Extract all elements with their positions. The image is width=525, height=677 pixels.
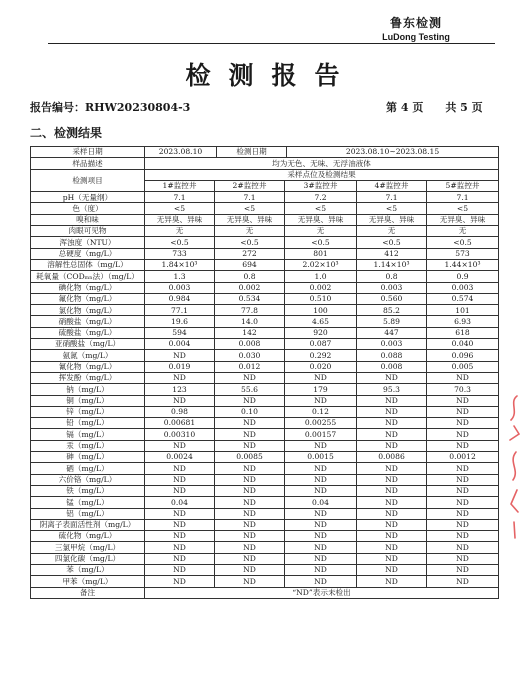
header-divider <box>48 43 495 44</box>
result-value: 0.003 <box>357 282 427 293</box>
result-value: 0.030 <box>215 350 285 361</box>
result-value: 19.6 <box>145 316 215 327</box>
result-row <box>31 327 499 338</box>
test-item-name: 甲苯（mg/L） <box>31 576 145 587</box>
result-value: 85.2 <box>357 305 427 316</box>
result-row <box>31 564 499 575</box>
result-row <box>31 361 499 372</box>
result-row <box>31 519 499 530</box>
result-value: 0.9 <box>427 271 499 282</box>
result-value: ND <box>357 395 427 406</box>
result-value: ND <box>427 508 499 519</box>
result-value: ND <box>427 395 499 406</box>
result-row <box>31 192 499 203</box>
result-value: ND <box>145 485 215 496</box>
result-value: 0.012 <box>215 361 285 372</box>
result-value: ND <box>145 519 215 530</box>
test-item-name: 耗氧量（CODₘₙ法）（mg/L） <box>31 271 145 282</box>
result-value: ND <box>215 542 285 553</box>
test-item-name: 阴离子表面活性剂（mg/L） <box>31 519 145 530</box>
result-value: ND <box>357 406 427 417</box>
result-value: 4.65 <box>285 316 357 327</box>
result-value: ND <box>285 463 357 474</box>
test-item-name: 四氯化碳（mg/L） <box>31 553 145 564</box>
result-value: ND <box>215 372 285 383</box>
result-row <box>31 440 499 451</box>
points-header: 采样点位及检测结果 <box>145 169 499 180</box>
result-value: ND <box>145 508 215 519</box>
result-value: 0.00681 <box>145 418 215 429</box>
result-value: ND <box>427 553 499 564</box>
result-value: ND <box>285 474 357 485</box>
result-value: 0.087 <box>285 339 357 350</box>
test-item-name: 钠（mg/L） <box>31 384 145 395</box>
result-value: ND <box>285 519 357 530</box>
result-value: ND <box>145 531 215 542</box>
result-row <box>31 384 499 395</box>
result-value: 0.003 <box>145 282 215 293</box>
result-value: 95.3 <box>357 384 427 395</box>
result-value: 1.14×10³ <box>357 259 427 270</box>
result-row <box>31 418 499 429</box>
result-value: ND <box>357 531 427 542</box>
result-value: ND <box>427 429 499 440</box>
test-item-name: 硫酸盐（mg/L） <box>31 327 145 338</box>
result-value: 447 <box>357 327 427 338</box>
test-date-label: 检测日期 <box>217 147 287 158</box>
sample-desc-label: 样品描述 <box>31 158 145 169</box>
test-date-value: 2023.08.10~2023.08.15 <box>287 147 499 158</box>
result-value: ND <box>427 418 499 429</box>
result-row <box>31 316 499 327</box>
result-value: ND <box>427 564 499 575</box>
result-value: ND <box>427 485 499 496</box>
test-item-name: 色（度） <box>31 203 145 214</box>
company-name-cn: 鲁东检测 <box>389 16 442 30</box>
page-number: 第 4 页 共 5 页 <box>386 101 483 114</box>
result-value: ND <box>427 542 499 553</box>
result-value: ND <box>427 474 499 485</box>
test-item-name: 挥发酚（mg/L） <box>31 372 145 383</box>
sample-description-row <box>31 158 499 169</box>
result-value: ND <box>145 350 215 361</box>
result-value: 0.8 <box>215 271 285 282</box>
result-value: 142 <box>215 327 285 338</box>
test-item-name: 六价铬（mg/L） <box>31 474 145 485</box>
result-value: 0.98 <box>145 406 215 417</box>
result-value: ND <box>215 395 285 406</box>
result-value: 0.0024 <box>145 452 215 463</box>
result-value: ND <box>215 440 285 451</box>
test-item-name: 硫化物（mg/L） <box>31 531 145 542</box>
result-value: ND <box>357 429 427 440</box>
result-value: 7.1 <box>427 192 499 203</box>
test-item-name: 铅（mg/L） <box>31 418 145 429</box>
result-value: ND <box>285 576 357 587</box>
result-value: ND <box>215 576 285 587</box>
test-item-name: 碘化物（mg/L） <box>31 282 145 293</box>
result-value: ND <box>357 553 427 564</box>
result-value: ND <box>285 372 357 383</box>
result-value: 7.2 <box>285 192 357 203</box>
result-value: 100 <box>285 305 357 316</box>
result-value: 0.510 <box>285 293 357 304</box>
result-value: 6.93 <box>427 316 499 327</box>
result-value: ND <box>145 542 215 553</box>
result-value: ND <box>357 576 427 587</box>
result-value: 0.8 <box>357 271 427 282</box>
result-value: ND <box>145 564 215 575</box>
test-item-name: 氨氮（mg/L） <box>31 350 145 361</box>
result-value: ND <box>357 474 427 485</box>
sampling-date-row <box>31 147 499 158</box>
result-value: ND <box>427 497 499 508</box>
result-value: <0.5 <box>145 237 215 248</box>
result-value: 无 <box>285 226 357 237</box>
test-item-name: 锰（mg/L） <box>31 497 145 508</box>
result-value: 733 <box>145 248 215 259</box>
sampling-date-value: 2023.08.10 <box>145 147 217 158</box>
result-value: <0.5 <box>357 237 427 248</box>
result-value: ND <box>285 508 357 519</box>
result-value: 无 <box>145 226 215 237</box>
result-value: 0.005 <box>427 361 499 372</box>
result-value: 1.84×10³ <box>145 259 215 270</box>
result-row <box>31 463 499 474</box>
result-value: 920 <box>285 327 357 338</box>
result-value: 0.008 <box>357 361 427 372</box>
company-name-en: LuDong Testing <box>382 32 450 42</box>
result-value: 0.088 <box>357 350 427 361</box>
result-row <box>31 350 499 361</box>
result-value: 5.89 <box>357 316 427 327</box>
result-value: <0.5 <box>285 237 357 248</box>
result-value: <5 <box>427 203 499 214</box>
result-value: 594 <box>145 327 215 338</box>
result-value: ND <box>215 474 285 485</box>
section-title: 二、检测结果 <box>30 126 103 140</box>
result-value: ND <box>215 485 285 496</box>
result-value: 1.44×10³ <box>427 259 499 270</box>
result-row <box>31 248 499 259</box>
result-value: ND <box>215 531 285 542</box>
result-value: 0.096 <box>427 350 499 361</box>
result-value: ND <box>427 406 499 417</box>
result-value: 0.0015 <box>285 452 357 463</box>
result-row <box>31 271 499 282</box>
result-row <box>31 305 499 316</box>
result-value: ND <box>145 553 215 564</box>
test-item-name: 苯（mg/L） <box>31 564 145 575</box>
result-value: ND <box>215 497 285 508</box>
result-value: 0.574 <box>427 293 499 304</box>
result-row <box>31 214 499 225</box>
result-value: 0.0086 <box>357 452 427 463</box>
result-value: 0.004 <box>145 339 215 350</box>
result-value: <5 <box>145 203 215 214</box>
result-row <box>31 237 499 248</box>
result-value: 801 <box>285 248 357 259</box>
result-value: 573 <box>427 248 499 259</box>
result-value: 70.3 <box>427 384 499 395</box>
result-value: ND <box>427 576 499 587</box>
result-value: ND <box>285 564 357 575</box>
remark-row <box>31 587 499 598</box>
result-value: ND <box>357 418 427 429</box>
result-value: ND <box>145 440 215 451</box>
test-item-name: 亚硝酸盐（mg/L） <box>31 339 145 350</box>
result-value: ND <box>357 519 427 530</box>
result-value: 1.0 <box>285 271 357 282</box>
test-item-name: 氰化物（mg/L） <box>31 361 145 372</box>
result-row <box>31 576 499 587</box>
result-value: ND <box>357 485 427 496</box>
result-value: ND <box>285 395 357 406</box>
result-value: 0.00255 <box>285 418 357 429</box>
report-number: 报告编号：RHW20230804-3 <box>30 101 191 114</box>
result-value: ND <box>357 564 427 575</box>
result-value: ND <box>427 531 499 542</box>
test-item-name: 硒（mg/L） <box>31 463 145 474</box>
result-value: <0.5 <box>427 237 499 248</box>
test-item-name: 铜（mg/L） <box>31 395 145 406</box>
result-value: 7.1 <box>357 192 427 203</box>
result-value: 0.00157 <box>285 429 357 440</box>
result-value: 2.02×10³ <box>285 259 357 270</box>
result-value: ND <box>427 440 499 451</box>
result-value: ND <box>285 553 357 564</box>
result-value: ND <box>427 463 499 474</box>
result-row <box>31 429 499 440</box>
test-item-name: 氯化物（mg/L） <box>31 305 145 316</box>
result-value: 0.0085 <box>215 452 285 463</box>
result-value: ND <box>215 519 285 530</box>
result-row <box>31 542 499 553</box>
result-value: 7.1 <box>215 192 285 203</box>
result-value: 412 <box>357 248 427 259</box>
result-value: 272 <box>215 248 285 259</box>
result-value: 694 <box>215 259 285 270</box>
result-value: 0.008 <box>215 339 285 350</box>
result-value: ND <box>215 564 285 575</box>
point-header: 3#监控井 <box>285 180 357 191</box>
result-value: 0.003 <box>427 282 499 293</box>
result-row <box>31 339 499 350</box>
result-value: 0.00310 <box>145 429 215 440</box>
result-value: ND <box>357 497 427 508</box>
result-row <box>31 372 499 383</box>
result-value: 0.560 <box>357 293 427 304</box>
result-value: 0.984 <box>145 293 215 304</box>
result-row <box>31 226 499 237</box>
test-item-name: pH（无量纲） <box>31 192 145 203</box>
item-header: 检测项目 <box>31 169 145 192</box>
result-value: 0.002 <box>215 282 285 293</box>
result-value: ND <box>357 372 427 383</box>
remark-label: 备注 <box>31 587 145 598</box>
result-value: 7.1 <box>145 192 215 203</box>
results-table <box>30 146 499 599</box>
result-row <box>31 508 499 519</box>
result-value: 55.6 <box>215 384 285 395</box>
test-item-name: 总硬度（mg/L） <box>31 248 145 259</box>
result-value: 618 <box>427 327 499 338</box>
result-value: 1.3 <box>145 271 215 282</box>
test-item-name: 溶解性总固体（mg/L） <box>31 259 145 270</box>
result-row <box>31 406 499 417</box>
result-value: 0.10 <box>215 406 285 417</box>
result-value: ND <box>215 429 285 440</box>
remark-text: “ND”表示未检出 <box>145 587 499 598</box>
result-value: ND <box>145 395 215 406</box>
point-header: 2#监控井 <box>215 180 285 191</box>
result-row <box>31 474 499 485</box>
result-row <box>31 259 499 270</box>
result-value: 无 <box>427 226 499 237</box>
result-value: ND <box>285 542 357 553</box>
result-value: 无异臭、异味 <box>145 214 215 225</box>
result-value: ND <box>357 508 427 519</box>
test-item-name: 氟化物（mg/L） <box>31 293 145 304</box>
result-value: 0.019 <box>145 361 215 372</box>
points-header-row <box>31 169 499 180</box>
result-value: 0.12 <box>285 406 357 417</box>
point-header: 5#监控井 <box>427 180 499 191</box>
result-value: 无 <box>215 226 285 237</box>
result-value: 无异臭、异味 <box>215 214 285 225</box>
result-row <box>31 293 499 304</box>
result-value: <0.5 <box>215 237 285 248</box>
point-header: 4#监控井 <box>357 180 427 191</box>
result-value: 0.040 <box>427 339 499 350</box>
result-value: 0.04 <box>285 497 357 508</box>
test-item-name: 铁（mg/L） <box>31 485 145 496</box>
result-value: 无异臭、异味 <box>285 214 357 225</box>
result-value: <5 <box>357 203 427 214</box>
result-value: ND <box>357 440 427 451</box>
test-item-name: 铝（mg/L） <box>31 508 145 519</box>
result-value: 0.003 <box>357 339 427 350</box>
result-row <box>31 395 499 406</box>
sample-desc-value: 均为无色、无味、无浮油液体 <box>145 158 499 169</box>
result-value: ND <box>357 463 427 474</box>
result-value: ND <box>145 463 215 474</box>
result-value: ND <box>215 508 285 519</box>
result-value: 179 <box>285 384 357 395</box>
test-item-name: 嗅和味 <box>31 214 145 225</box>
result-row <box>31 497 499 508</box>
result-value: 101 <box>427 305 499 316</box>
test-item-name: 砷（mg/L） <box>31 452 145 463</box>
result-value: 0.292 <box>285 350 357 361</box>
point-header: 1#监控井 <box>145 180 215 191</box>
test-item-name: 硝酸盐（mg/L） <box>31 316 145 327</box>
company-brand <box>346 14 486 42</box>
test-item-name: 锌（mg/L） <box>31 406 145 417</box>
result-row <box>31 485 499 496</box>
result-value: <5 <box>215 203 285 214</box>
result-value: ND <box>145 372 215 383</box>
result-value: ND <box>145 474 215 485</box>
result-value: 0.04 <box>145 497 215 508</box>
result-value: <5 <box>285 203 357 214</box>
result-value: 0.020 <box>285 361 357 372</box>
result-value: 77.1 <box>145 305 215 316</box>
result-value: 0.002 <box>285 282 357 293</box>
test-item-name: 浑浊度（NTU） <box>31 237 145 248</box>
result-row <box>31 203 499 214</box>
test-item-name: 肉眼可见物 <box>31 226 145 237</box>
result-value: 0.0012 <box>427 452 499 463</box>
result-value: ND <box>215 463 285 474</box>
red-seal-stamp <box>505 392 521 542</box>
result-value: ND <box>285 531 357 542</box>
result-value: ND <box>427 519 499 530</box>
test-item-name: 汞（mg/L） <box>31 440 145 451</box>
result-row <box>31 531 499 542</box>
result-value: 无异臭、异味 <box>357 214 427 225</box>
test-item-name: 镉（mg/L） <box>31 429 145 440</box>
result-value: 77.8 <box>215 305 285 316</box>
result-value: 14.0 <box>215 316 285 327</box>
result-row <box>31 282 499 293</box>
result-value: ND <box>285 485 357 496</box>
sampling-date-label: 采样日期 <box>31 147 145 158</box>
report-title: 检测报告 <box>185 61 358 90</box>
result-value: 0.534 <box>215 293 285 304</box>
result-value: ND <box>145 576 215 587</box>
result-value: ND <box>285 440 357 451</box>
result-value: ND <box>215 418 285 429</box>
result-value: ND <box>215 553 285 564</box>
test-item-name: 三氯甲烷（mg/L） <box>31 542 145 553</box>
result-value: ND <box>427 372 499 383</box>
result-value: 无 <box>357 226 427 237</box>
result-value: 无异臭、异味 <box>427 214 499 225</box>
result-row <box>31 553 499 564</box>
result-value: ND <box>357 542 427 553</box>
result-value: 123 <box>145 384 215 395</box>
result-row <box>31 452 499 463</box>
